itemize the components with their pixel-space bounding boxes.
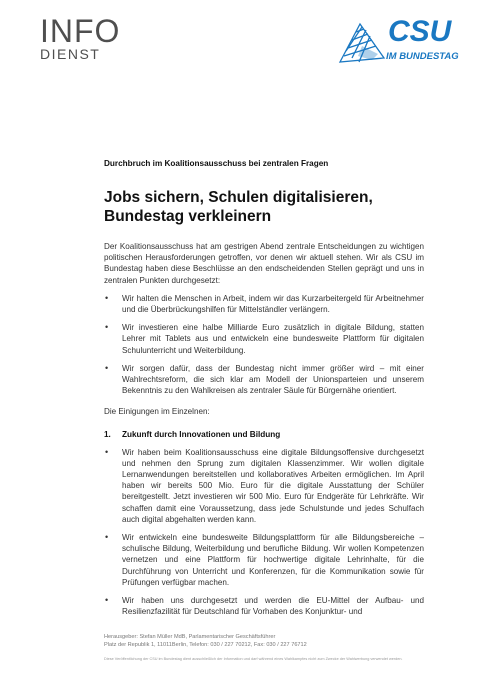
list-item (104, 532, 424, 588)
page-header (0, 0, 484, 78)
csu-subtitle: IM BUNDESTAG (386, 51, 459, 62)
bullet-icon: • (105, 446, 109, 457)
list-item-text: Wir sorgen dafür, dass der Bundestag nicht immer größer wird – mit einer Wahlrechtsreform, die sich klar am Modell der Unionsparteien und unserem Bekenntnis zu den Wahlkreisen als zentraler Säule für Bürgernähe orientiert. (122, 363, 424, 396)
list-item-text: Wir investieren eine halbe Milliarde Euro zusätzlich in digitale Bildung, statten Lehrer mit Tablets aus und entwickeln eine bundesweite Plattform für digitalen Schulunterricht und Weiterbildung. (122, 323, 424, 355)
list-item-text: Wir haben uns durchgesetzt und werden die EU-Mittel der Aufbau- und Resilienzfazilität für Deutschland für Vorhaben des Konjunktur- und (122, 596, 424, 617)
bullet-icon: • (105, 532, 109, 543)
csu-wordmark: CSU (388, 15, 452, 48)
list-item (104, 293, 424, 315)
list-item-text: Wir halten die Menschen in Arbeit, indem wir das Kurzarbeitergeld für Arbeitnehmer und die Überbrückungshilfen für Mittelständler verlängern. (122, 293, 424, 315)
bullet-icon: • (105, 292, 109, 303)
section-title: Zukunft durch Innovationen und Bildung (122, 429, 281, 439)
list-item (104, 363, 424, 397)
infodienst-logo (40, 13, 121, 62)
info-wordmark: INFO (40, 13, 121, 49)
list-item-text: Wir entwickeln eine bundesweite Bildungsplattform für alle Bildungsbereiche – schulische Bildung, Weiterbildung und berufliche Bildung. Wir wollen Kompetenzen vernetzen und eine Plattform für hochwertige digitale Lehrinhalte, für die Durchführung von Unterricht und Konferenzen, für die Kommunikation sowie für Prüfungen verfügbar machen. (122, 533, 424, 587)
address-line: Platz der Republik 1, 11011Berlin, Telefon: 030 / 227 70212, Fax: 030 / 227 76712 (104, 641, 307, 648)
article-headline: Jobs sichern, Schulen digitalisieren, Bundestag verkleinern (104, 189, 373, 225)
section-number: 1. (104, 429, 111, 439)
bullet-icon: • (105, 362, 109, 373)
csu-logo (336, 16, 466, 72)
publisher-line: Herausgeber: Stefan Müller MdB, Parlamentarischer Geschäftsführer (104, 634, 276, 640)
einigungen-intro: Die Einigungen im Einzelnen: (104, 407, 210, 417)
list-item (104, 322, 424, 356)
section-points-list (104, 447, 424, 618)
bullet-icon: • (105, 595, 109, 606)
list-item (104, 595, 424, 617)
list-item-text: Wir haben beim Koalitionsausschuss eine digitale Bildungsoffensive durchgesetzt und nehmen den Sprung zum digitalen Klassenzimmer. Wir wollen digitale Lernanwendungen bereitstellen und kollaboratives Arbeiten ermöglichen. Im April haben wir bereits 500 Mio. Euro für die digitale Ausstattung der Schüler bereitgestellt. Jetzt investieren wir 500 Mio. Euro für Endgeräte für Lehrkräfte. Wir schaffen damit eine Voraussetzung, dass jede Schulstunde und jedes Schulfach auch digital abgehalten werden kann. (122, 447, 424, 524)
page-footer (104, 634, 474, 649)
bullet-icon: • (105, 322, 109, 333)
intro-paragraph: Der Koalitionsausschuss hat am gestrigen Abend zentrale Entscheidungen zu wichtigen politischen Herausforderungen getroffen, vor denen wir aktuell stehen. Wir als CSU im Bundestag haben diese Beschlüsse an den endscheidenden Stellen geprägt und uns in zentralen Punkten durchgesetzt: (104, 242, 424, 285)
dienst-wordmark: DIENST (40, 46, 101, 62)
disclaimer-text: Diese Veröffentlichung der CSU im Bundestag dient ausschließlich der Information und darf während eines Wahlkampfes nicht zum Zwecke der Wahlwerbung verwendet werden. (104, 657, 403, 661)
article-kicker: Durchbruch im Koalitionsausschuss bei zentralen Fragen (104, 159, 329, 168)
list-item (104, 447, 424, 525)
section-heading (104, 429, 424, 440)
key-points-list (104, 293, 424, 397)
article-body (104, 158, 424, 617)
reichstag-dome-icon (336, 18, 388, 66)
